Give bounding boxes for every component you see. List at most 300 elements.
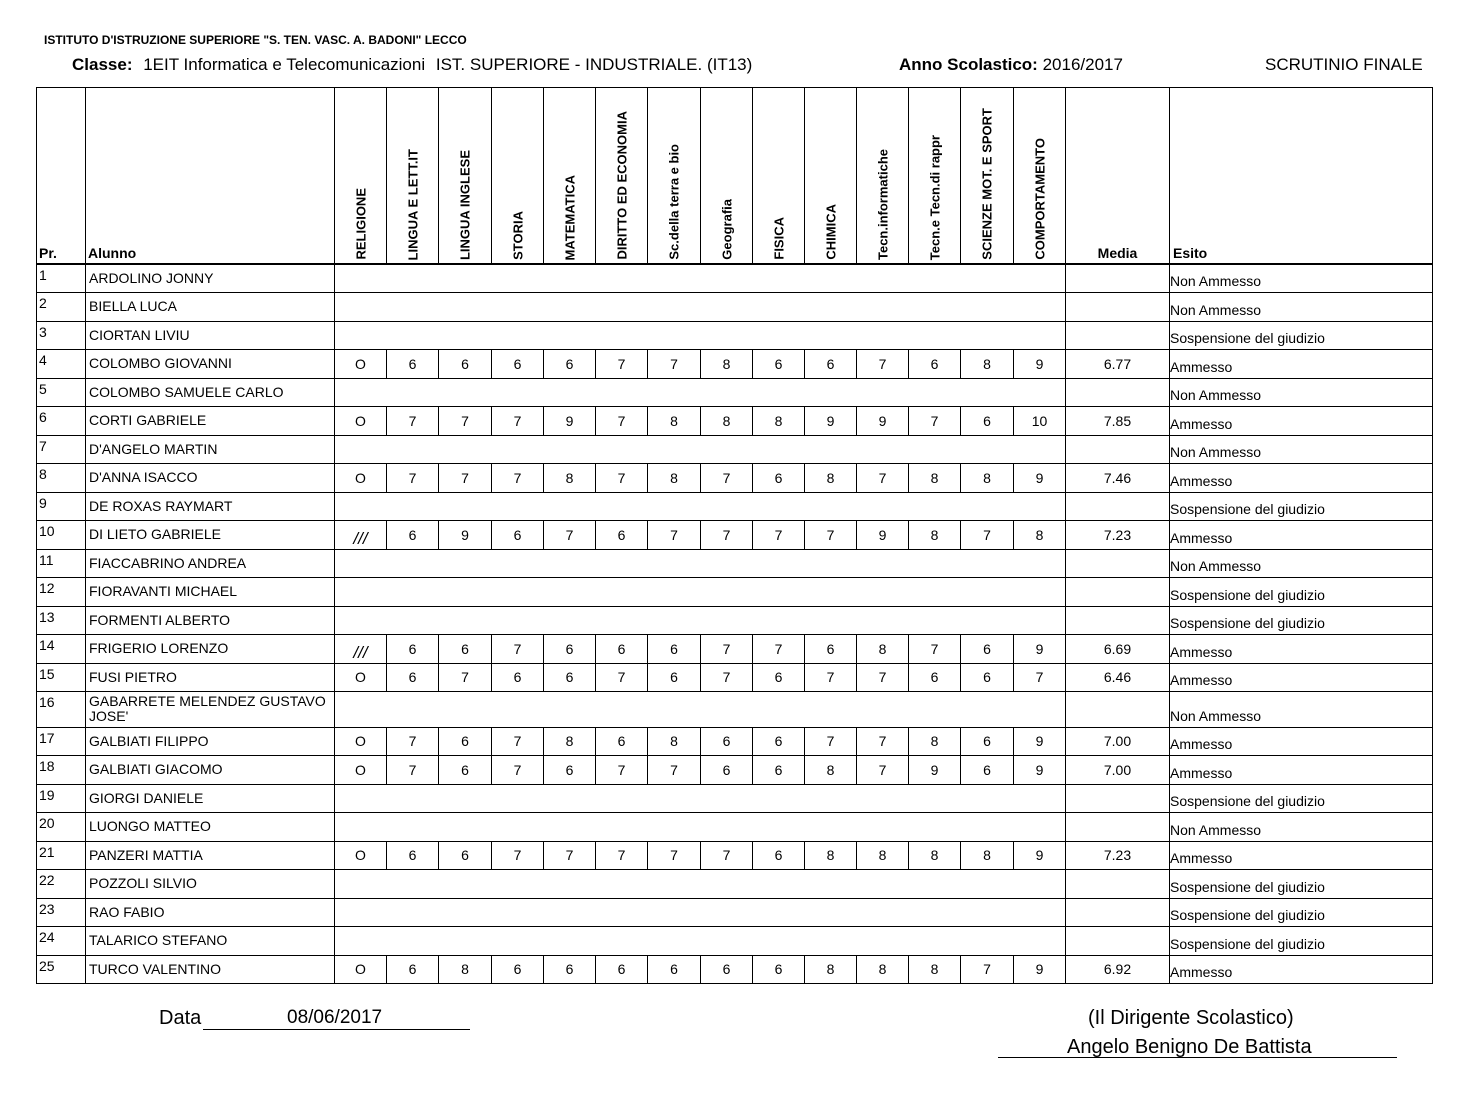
empty-grades bbox=[335, 264, 1066, 292]
signature-line bbox=[998, 1057, 1397, 1058]
grade-value: 7 bbox=[617, 355, 626, 372]
grade-cell bbox=[439, 663, 492, 691]
class-value: 1EIT Informatica e Telecomunicazioni bbox=[143, 55, 426, 74]
row-number: 7 bbox=[37, 435, 86, 463]
grade-value: 7 bbox=[617, 761, 626, 778]
grade-value: 7 bbox=[878, 733, 887, 749]
grade-value: 6 bbox=[513, 669, 522, 685]
student-name: LUONGO MATTEO bbox=[86, 812, 335, 841]
grade-cell bbox=[335, 349, 387, 378]
row-number: 15 bbox=[37, 663, 86, 691]
grade-value: 6 bbox=[774, 847, 783, 863]
esito-value: Non Ammesso bbox=[1170, 264, 1433, 292]
grade-cell bbox=[753, 663, 805, 691]
grade-cell bbox=[857, 841, 909, 869]
subject-label: DIRITTO ED ECONOMIA bbox=[614, 111, 629, 260]
grade-cell bbox=[335, 727, 387, 755]
date-label: Data bbox=[159, 1007, 202, 1029]
row-number: 16 bbox=[37, 691, 86, 727]
grade-cell bbox=[335, 463, 387, 492]
grade-value: 7 bbox=[983, 526, 991, 543]
grade-value: 8 bbox=[565, 733, 574, 749]
table-row bbox=[37, 869, 1433, 898]
date-value: 08/06/2017 bbox=[287, 1007, 383, 1028]
table-row bbox=[37, 435, 1433, 463]
student-name: FIACCABRINO ANDREA bbox=[86, 549, 335, 577]
grade-cell bbox=[387, 520, 439, 549]
grade-value: 8 bbox=[983, 469, 991, 486]
row-number: 19 bbox=[37, 784, 86, 812]
grade-cell bbox=[335, 406, 387, 435]
grade-value: 7 bbox=[826, 526, 835, 543]
grade-value: 7 bbox=[722, 526, 731, 543]
grade-value: O bbox=[355, 961, 366, 977]
grade-cell bbox=[909, 841, 961, 869]
grade-cell bbox=[701, 663, 753, 691]
table-row bbox=[37, 663, 1433, 691]
student-name: D'ANNA ISACCO bbox=[86, 463, 335, 492]
grade-value: 8 bbox=[826, 847, 835, 863]
grade-value: 7 bbox=[930, 412, 939, 429]
row-number: 21 bbox=[37, 841, 86, 869]
esito-value: Ammesso bbox=[1170, 663, 1433, 691]
grade-value: O bbox=[355, 669, 366, 685]
grade-value: 6 bbox=[513, 355, 522, 372]
grade-value: 8 bbox=[930, 526, 939, 543]
grade-value: 7 bbox=[408, 469, 417, 486]
grade-value: 7 bbox=[408, 761, 417, 778]
grade-cell bbox=[648, 463, 701, 492]
grade-value: 6 bbox=[617, 640, 626, 657]
row-number: 13 bbox=[37, 606, 86, 634]
grade-cell bbox=[805, 634, 857, 663]
grade-cell bbox=[961, 349, 1014, 378]
student-name: COLOMBO SAMUELE CARLO bbox=[86, 378, 335, 406]
grade-cell bbox=[439, 955, 492, 983]
grade-value: 6 bbox=[513, 526, 522, 543]
subject-label: RELIGIONE bbox=[353, 188, 368, 260]
row-number: 14 bbox=[37, 634, 86, 663]
esito-value: Ammesso bbox=[1170, 520, 1433, 549]
media-value bbox=[1066, 606, 1170, 634]
grade-value: 7 bbox=[408, 733, 417, 749]
esito-value: Non Ammesso bbox=[1170, 691, 1433, 727]
grade-cell bbox=[544, 463, 596, 492]
col-header-comportamento bbox=[1014, 88, 1066, 265]
grade-value: 8 bbox=[930, 469, 939, 486]
esito-value: Non Ammesso bbox=[1170, 812, 1433, 841]
grade-value: 7 bbox=[722, 847, 731, 863]
grade-value: 6 bbox=[826, 640, 835, 657]
grade-cell bbox=[596, 406, 648, 435]
grade-value: 7 bbox=[722, 669, 731, 685]
grade-value: 6 bbox=[826, 355, 835, 372]
grade-value: 8 bbox=[930, 961, 939, 977]
grade-cell bbox=[857, 663, 909, 691]
esito-value: Ammesso bbox=[1170, 955, 1433, 983]
grade-cell bbox=[805, 463, 857, 492]
grade-cell bbox=[1014, 755, 1066, 784]
row-number: 12 bbox=[37, 577, 86, 606]
grade-cell bbox=[648, 955, 701, 983]
empty-grades bbox=[335, 292, 1066, 321]
grade-cell bbox=[961, 727, 1014, 755]
year-value: 2016/2017 bbox=[1042, 55, 1123, 74]
grade-cell bbox=[544, 520, 596, 549]
row-number: 24 bbox=[37, 926, 86, 955]
grade-cell bbox=[753, 463, 805, 492]
col-header-lingua-e-lett-it bbox=[387, 88, 439, 265]
grade-cell bbox=[805, 955, 857, 983]
document-title: SCRUTINIO FINALE bbox=[1265, 55, 1423, 74]
esito-value: Sospensione del giudizio bbox=[1170, 898, 1433, 926]
col-header-geografia bbox=[701, 88, 753, 265]
esito-value: Sospensione del giudizio bbox=[1170, 784, 1433, 812]
esito-value: Ammesso bbox=[1170, 634, 1433, 663]
grade-cell bbox=[805, 841, 857, 869]
media-value bbox=[1066, 784, 1170, 812]
grade-value: 9 bbox=[565, 412, 574, 429]
grade-value: 6 bbox=[774, 669, 783, 685]
grade-cell bbox=[596, 349, 648, 378]
grade-value: 7 bbox=[461, 412, 469, 429]
media-value bbox=[1066, 264, 1170, 292]
esito-value: Sospensione del giudizio bbox=[1170, 869, 1433, 898]
grade-value: 6 bbox=[565, 961, 574, 977]
grade-value: O bbox=[355, 733, 366, 749]
grade-value: 6 bbox=[983, 412, 991, 429]
grade-value: 6 bbox=[774, 733, 783, 749]
grade-cell bbox=[857, 463, 909, 492]
grade-value: 6 bbox=[408, 640, 417, 657]
class-info bbox=[72, 55, 752, 75]
esito-value: Ammesso bbox=[1170, 727, 1433, 755]
table-row bbox=[37, 577, 1433, 606]
media-value bbox=[1066, 321, 1170, 349]
grade-value: 7 bbox=[513, 733, 522, 749]
empty-grades bbox=[335, 869, 1066, 898]
principal-name: Angelo Benigno De Battista bbox=[1067, 1036, 1312, 1058]
media-value bbox=[1066, 492, 1170, 520]
grade-value: O bbox=[355, 847, 366, 863]
grade-cell bbox=[961, 841, 1014, 869]
table-row bbox=[37, 634, 1433, 663]
empty-grades bbox=[335, 378, 1066, 406]
grade-value: 6 bbox=[930, 355, 939, 372]
media-value: 6.92 bbox=[1066, 955, 1170, 983]
grade-cell bbox=[544, 663, 596, 691]
media-value: 7.00 bbox=[1066, 755, 1170, 784]
col-header-lingua-inglese bbox=[439, 88, 492, 265]
grade-value: 6 bbox=[408, 355, 417, 372]
grade-value: 6 bbox=[408, 961, 417, 977]
student-name: D'ANGELO MARTIN bbox=[86, 435, 335, 463]
student-name: GIORGI DANIELE bbox=[86, 784, 335, 812]
grade-value: 9 bbox=[1035, 733, 1044, 749]
grade-cell bbox=[909, 520, 961, 549]
grade-cell bbox=[961, 520, 1014, 549]
grade-cell bbox=[701, 755, 753, 784]
grade-value: 6 bbox=[722, 961, 731, 977]
esito-value: Non Ammesso bbox=[1170, 549, 1433, 577]
grade-cell bbox=[961, 463, 1014, 492]
grade-value: 7 bbox=[513, 847, 522, 863]
grade-cell bbox=[492, 406, 544, 435]
grade-value: 6 bbox=[722, 733, 731, 749]
grade-cell bbox=[387, 663, 439, 691]
student-name: TURCO VALENTINO bbox=[86, 955, 335, 983]
grades-table bbox=[36, 87, 1433, 984]
grade-value: 7 bbox=[774, 526, 783, 543]
grade-value: 9 bbox=[1035, 847, 1044, 863]
esito-value: Sospensione del giudizio bbox=[1170, 321, 1433, 349]
subject-label: Tecn.e Tecn.di rappr bbox=[927, 134, 942, 260]
subject-label: MATEMATICA bbox=[562, 174, 577, 260]
grade-cell bbox=[596, 663, 648, 691]
grade-value: 7 bbox=[670, 847, 678, 863]
row-number: 20 bbox=[37, 812, 86, 841]
grade-cell bbox=[544, 727, 596, 755]
grade-value: 6 bbox=[774, 961, 783, 977]
grade-value: 7 bbox=[670, 761, 678, 778]
row-number: 8 bbox=[37, 463, 86, 492]
student-name: FUSI PIETRO bbox=[86, 663, 335, 691]
media-value: 6.46 bbox=[1066, 663, 1170, 691]
grade-cell bbox=[439, 634, 492, 663]
grade-cell bbox=[544, 634, 596, 663]
grade-cell bbox=[596, 463, 648, 492]
row-number: 3 bbox=[37, 321, 86, 349]
row-number: 25 bbox=[37, 955, 86, 983]
row-number: 6 bbox=[37, 406, 86, 435]
grade-value: 7 bbox=[617, 669, 626, 685]
row-number: 1 bbox=[37, 264, 86, 292]
student-name: COLOMBO GIOVANNI bbox=[86, 349, 335, 378]
media-value bbox=[1066, 292, 1170, 321]
empty-grades bbox=[335, 812, 1066, 841]
grade-value: 9 bbox=[878, 412, 887, 429]
grade-cell bbox=[909, 663, 961, 691]
col-header-storia bbox=[492, 88, 544, 265]
grade-cell bbox=[701, 406, 753, 435]
col-header-fisica bbox=[753, 88, 805, 265]
grade-cell bbox=[961, 755, 1014, 784]
subject-label: Geografia bbox=[719, 199, 734, 260]
grade-value: 7 bbox=[565, 526, 574, 543]
grade-value: 6 bbox=[930, 669, 939, 685]
esito-value: Non Ammesso bbox=[1170, 292, 1433, 321]
grade-value: 7 bbox=[1035, 669, 1044, 685]
media-value bbox=[1066, 691, 1170, 727]
grade-cell bbox=[909, 406, 961, 435]
grade-cell bbox=[492, 520, 544, 549]
grade-cell bbox=[1014, 663, 1066, 691]
grade-cell bbox=[1014, 349, 1066, 378]
grade-value: 7 bbox=[670, 526, 678, 543]
school-year bbox=[899, 55, 1123, 75]
grade-value: 8 bbox=[826, 761, 835, 778]
esito-value: Ammesso bbox=[1170, 841, 1433, 869]
grade-cell bbox=[596, 955, 648, 983]
media-value bbox=[1066, 378, 1170, 406]
grade-cell bbox=[857, 955, 909, 983]
grade-value: 7 bbox=[722, 469, 731, 486]
col-header-sc-della-terra-e-bio bbox=[648, 88, 701, 265]
student-name: GALBIATI GIACOMO bbox=[86, 755, 335, 784]
grade-value: 7 bbox=[408, 412, 417, 429]
grade-value: 7 bbox=[513, 761, 522, 778]
grade-cell bbox=[1014, 406, 1066, 435]
student-name: RAO FABIO bbox=[86, 898, 335, 926]
row-number: 18 bbox=[37, 755, 86, 784]
grade-value: 7 bbox=[617, 412, 626, 429]
grade-value: 6 bbox=[774, 355, 783, 372]
grade-cell bbox=[596, 727, 648, 755]
grade-value: 7 bbox=[878, 669, 887, 685]
year-label: Anno Scolastico: bbox=[899, 55, 1038, 74]
esito-value: Sospensione del giudizio bbox=[1170, 577, 1433, 606]
grade-value: 8 bbox=[878, 961, 887, 977]
grade-cell bbox=[857, 349, 909, 378]
grade-value: 7 bbox=[670, 355, 678, 372]
grade-cell bbox=[596, 841, 648, 869]
grade-value: 9 bbox=[878, 526, 887, 543]
grade-value: 6 bbox=[983, 733, 991, 749]
grade-cell bbox=[909, 349, 961, 378]
media-value bbox=[1066, 898, 1170, 926]
grade-value: 7 bbox=[878, 355, 887, 372]
table-row bbox=[37, 784, 1433, 812]
principal-role: (Il Dirigente Scolastico) bbox=[1088, 1007, 1294, 1029]
subject-label: Sc.della terra e bio bbox=[666, 144, 682, 260]
grade-value: 8 bbox=[670, 733, 678, 749]
grade-cell bbox=[492, 955, 544, 983]
grade-cell bbox=[857, 406, 909, 435]
grade-cell bbox=[387, 841, 439, 869]
grade-value: 7 bbox=[930, 640, 939, 657]
empty-grades bbox=[335, 577, 1066, 606]
grade-value: 7 bbox=[774, 640, 783, 657]
grade-value: 8 bbox=[878, 847, 887, 863]
grade-value: 6 bbox=[461, 733, 469, 749]
grade-cell bbox=[335, 663, 387, 691]
grade-cell bbox=[961, 406, 1014, 435]
row-number: 2 bbox=[37, 292, 86, 321]
grade-cell bbox=[492, 727, 544, 755]
grade-value: 6 bbox=[565, 761, 574, 778]
student-name: BIELLA LUCA bbox=[86, 292, 335, 321]
media-value: 7.23 bbox=[1066, 520, 1170, 549]
grade-cell bbox=[492, 663, 544, 691]
grade-cell bbox=[439, 727, 492, 755]
grade-value: 6 bbox=[617, 526, 626, 543]
grade-value: 7 bbox=[513, 412, 522, 429]
subject-label: CHIMICA bbox=[823, 204, 838, 260]
media-value: 7.23 bbox=[1066, 841, 1170, 869]
grade-cell bbox=[961, 663, 1014, 691]
grade-value: 7 bbox=[617, 469, 626, 486]
table-row bbox=[37, 606, 1433, 634]
grade-value: 6 bbox=[408, 847, 417, 863]
grade-value: 6 bbox=[774, 761, 783, 778]
grade-cell bbox=[961, 955, 1014, 983]
row-number: 17 bbox=[37, 727, 86, 755]
grade-cell bbox=[805, 406, 857, 435]
grade-cell bbox=[492, 463, 544, 492]
media-value: 7.46 bbox=[1066, 463, 1170, 492]
row-number: 10 bbox=[37, 520, 86, 549]
grade-value: O bbox=[355, 761, 366, 778]
grade-cell bbox=[857, 727, 909, 755]
esito-value: Ammesso bbox=[1170, 463, 1433, 492]
row-number: 23 bbox=[37, 898, 86, 926]
esito-value: Sospensione del giudizio bbox=[1170, 606, 1433, 634]
grade-cell bbox=[805, 349, 857, 378]
col-header-esito: Esito bbox=[1170, 88, 1433, 265]
grade-cell bbox=[387, 755, 439, 784]
media-value bbox=[1066, 435, 1170, 463]
grade-value: 8 bbox=[930, 847, 939, 863]
table-row bbox=[37, 812, 1433, 841]
col-header-religione bbox=[335, 88, 387, 265]
grade-value: 6 bbox=[461, 355, 469, 372]
grade-cell bbox=[1014, 520, 1066, 549]
table-row bbox=[37, 727, 1433, 755]
grade-cell bbox=[335, 520, 387, 549]
grade-cell bbox=[961, 634, 1014, 663]
grade-value: 9 bbox=[1035, 355, 1044, 372]
grade-cell bbox=[805, 520, 857, 549]
grade-value: 8 bbox=[722, 412, 731, 429]
grade-cell bbox=[335, 755, 387, 784]
student-name: CIORTAN LIVIU bbox=[86, 321, 335, 349]
col-header-scienze-mot-e-sport bbox=[961, 88, 1014, 265]
table-row bbox=[37, 378, 1433, 406]
grade-cell bbox=[1014, 955, 1066, 983]
grade-value: 8 bbox=[722, 355, 731, 372]
esito-value: Non Ammesso bbox=[1170, 435, 1433, 463]
grade-cell bbox=[805, 755, 857, 784]
school-type: IST. SUPERIORE - INDUSTRIALE. (IT13) bbox=[435, 55, 753, 74]
grade-value: O bbox=[355, 469, 366, 486]
grade-cell bbox=[857, 520, 909, 549]
header-row bbox=[37, 88, 1433, 265]
grade-value: /// bbox=[353, 528, 368, 548]
grade-value: 6 bbox=[408, 526, 417, 543]
grade-value: 6 bbox=[983, 761, 991, 778]
grade-cell bbox=[648, 349, 701, 378]
grade-value: 8 bbox=[983, 355, 991, 372]
student-name: DI LIETO GABRIELE bbox=[86, 520, 335, 549]
media-value bbox=[1066, 577, 1170, 606]
student-name: GALBIATI FILIPPO bbox=[86, 727, 335, 755]
grade-value: 6 bbox=[774, 469, 783, 486]
grade-cell bbox=[909, 727, 961, 755]
grade-cell bbox=[648, 841, 701, 869]
grade-value: 9 bbox=[1035, 640, 1044, 657]
grade-value: 7 bbox=[461, 469, 469, 486]
grade-cell bbox=[753, 841, 805, 869]
empty-grades bbox=[335, 606, 1066, 634]
grade-cell bbox=[492, 634, 544, 663]
empty-grades bbox=[335, 926, 1066, 955]
table-row bbox=[37, 463, 1433, 492]
col-header-tecn-e-tecn-di-rappr bbox=[909, 88, 961, 265]
grade-value: 6 bbox=[461, 761, 469, 778]
table-row bbox=[37, 898, 1433, 926]
grade-value: 6 bbox=[983, 640, 991, 657]
grade-value: 6 bbox=[565, 640, 574, 657]
